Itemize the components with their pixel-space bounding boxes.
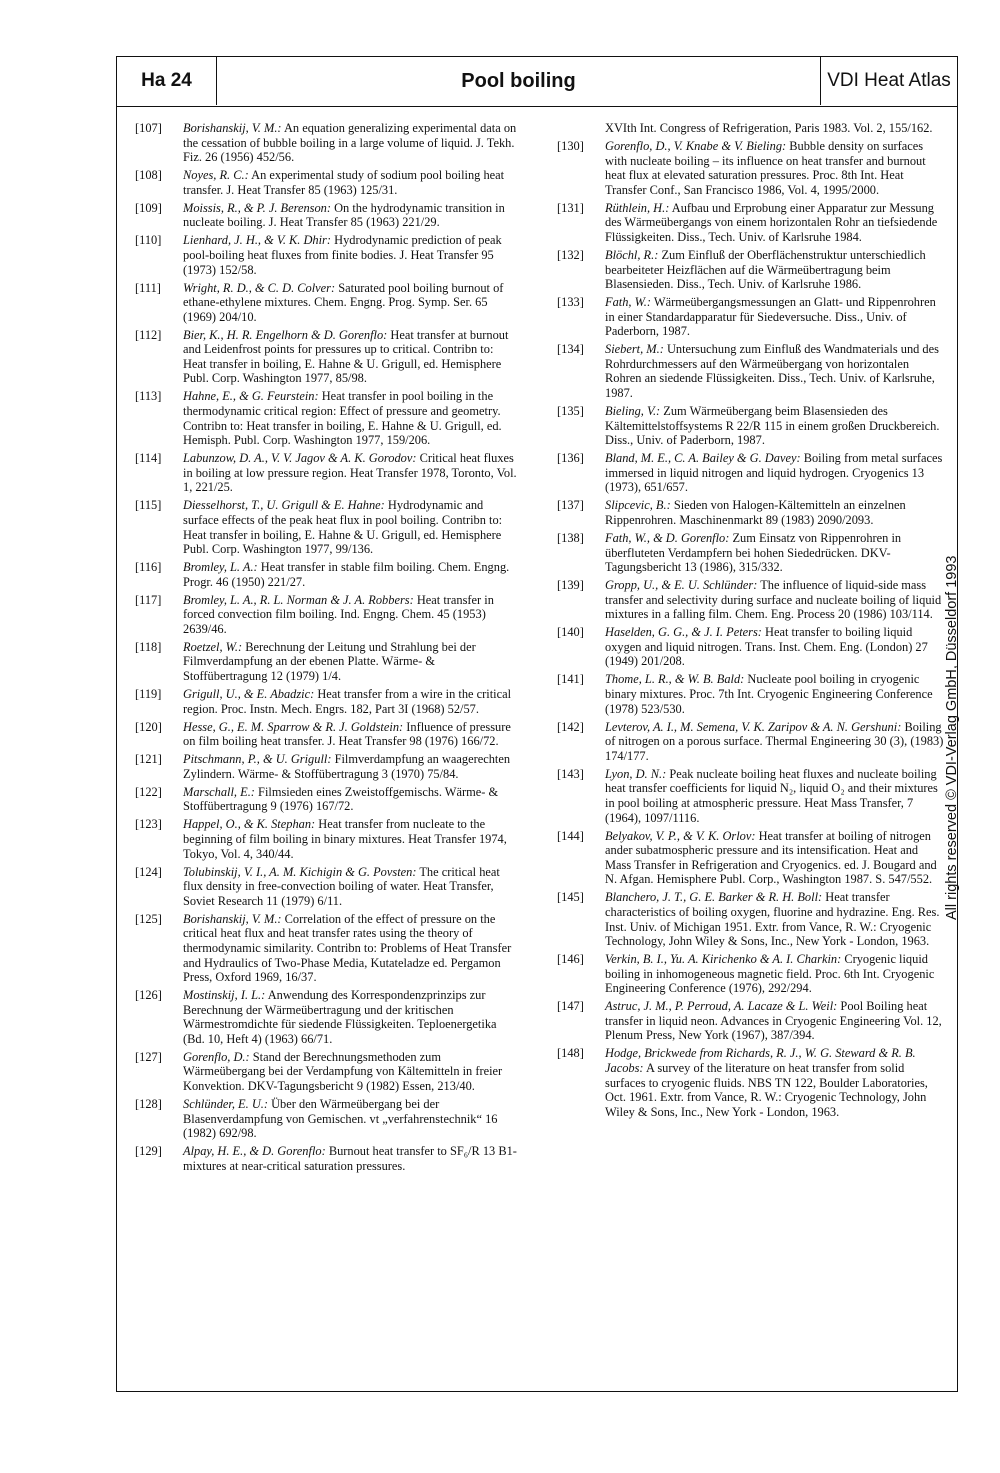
reference-number: [112] [135, 327, 162, 342]
reference-number: [117] [135, 592, 162, 607]
reference-item [557, 248, 945, 292]
reference-text: Heat transfer characteristics of boiling oxygen, fluorine and hydrazine. Eng. Res. Inst. Univ. of Michigan 1951. Extr. from Vance, R. W.: Cryogenic Technology, John Wiley & Sons, Inc., New York - London, 1963. [605, 890, 940, 949]
reference-text: Über den Wärmeübergang bei der Blasenverdampfung von Gemischen. vt „verfahrenstechnik“ 16 (1982) 692/98. [183, 1097, 498, 1141]
reference-text: Heat transfer from nucleate to the beginning of film boiling in binary mixtures. Heat Transfer 1974, Tokyo, Vol. 4, 340/44. [183, 817, 507, 861]
reference-authors: Roetzel, W.: [183, 639, 243, 654]
reference-item [135, 201, 517, 230]
reference-number: [147] [557, 999, 584, 1014]
reference-text: Boiling of nitrogen on a porous surface. Thermal Engineering 30 (3), (1983) 174/177. [605, 719, 944, 763]
reference-number: [126] [135, 988, 162, 1003]
reference-text: Wärmeübergangsmessungen an Glatt- und Rippenrohren in einer Standardapparatur für Siedeversuche. Diss., Univ. of Paderborn, 1987. [605, 295, 936, 339]
reference-number: [107] [135, 121, 162, 135]
reference-item [557, 952, 945, 996]
reference-item [135, 1050, 517, 1094]
reference-authors: Gorenflo, D.: [183, 1049, 250, 1064]
publication-name: VDI Heat Atlas [820, 57, 957, 105]
reference-authors: Alpay, H. E., & D. Gorenflo: [183, 1144, 326, 1159]
reference-item [135, 1097, 517, 1141]
reference-authors: Siebert, M.: [605, 342, 664, 357]
reference-number: [142] [557, 719, 584, 734]
reference-authors: Hesse, G., E. M. Sparrow & R. J. Goldstein: [183, 719, 404, 734]
reference-number: [137] [557, 498, 584, 513]
reference-text: Nucleate pool boiling in cryogenic binary mixtures. Proc. 7th Int. Cryogenic Engineering Conference (1978) 523/530. [605, 672, 933, 716]
reference-text: Heat transfer from a wire in the critical region. Proc. Instn. Mech. Engrs. 182, Part 3I (1968) 52/57. [183, 687, 512, 716]
reference-number: [119] [135, 687, 162, 702]
reference-authors: Lyon, D. N.: [605, 766, 667, 781]
reference-item [135, 233, 517, 277]
reference-item [135, 865, 517, 909]
reference-authors: Wright, R. D., & C. D. Colver: [183, 280, 336, 295]
reference-item [135, 593, 517, 637]
reference-item [557, 139, 945, 197]
reference-authors: Diesselhorst, T., U. Grigull & E. Hahne: [183, 498, 385, 513]
reference-authors: Tolubinskij, V. I., A. M. Kichigin & G. Povsten: [183, 864, 417, 879]
reference-authors: Borishanskij, V. M.: [183, 121, 282, 135]
reference-authors: Bier, K., H. R. Engelhorn & D. Gorenflo: [183, 327, 388, 342]
reference-number: [120] [135, 719, 162, 734]
reference-authors: Lienhard, J. H., & V. K. Dhir: [183, 233, 332, 248]
reference-authors: Levterov, A. I., M. Semena, V. K. Zaripov & A. N. Gershuni: [605, 719, 902, 734]
reference-number: [108] [135, 168, 162, 183]
reference-text: Filmsieden eines Zweistoffgemischs. Wärme- & Stoffübertragung 9 (1976) 167/72. [183, 784, 499, 814]
reference-authors: Pitschmann, P., & U. Grigull: [183, 752, 332, 767]
reference-text: Berechnung der Leitung und Strahlung bei der Filmverdampfung an der ebenen Platte. Wärme- & Stoffübertragung 12 (1979) 1/4. [183, 639, 476, 684]
reference-text: On the hydrodynamic transition in nucleate boiling. J. Heat Transfer 85 (1963) 221/29. [183, 200, 505, 230]
reference-item [135, 498, 517, 556]
reference-text: Boiling from metal surfaces immersed in liquid nitrogen and liquid hydrogen. Cryogenics 13 (1973), 651/657. [605, 451, 943, 495]
reference-item [557, 625, 945, 669]
reference-item [135, 785, 517, 814]
reference-text: Zum Einsatz von Rippenrohren in überfluteten Verdampfern bei hohen Siededrücken. DKV-Tagungsbericht 13 (1986), 315/332. [605, 530, 902, 575]
reference-item [557, 578, 945, 622]
reference-authors: Marschall, E.: [183, 784, 255, 799]
reference-number: [140] [557, 625, 584, 640]
reference-number: [138] [557, 530, 584, 545]
reference-item [135, 281, 517, 325]
reference-item [557, 498, 945, 527]
reference-text: Pool Boiling heat transfer in liquid neon. Advances in Cryogenic Engineering Vol. 12, Plenum Press, New York (1967), 387/394. [605, 999, 942, 1043]
reference-text: Heat transfer to boiling liquid oxygen and liquid nitrogen. Trans. Inst. Chem. Eng. (London) 27 (1949) 201/208. [605, 625, 928, 669]
reference-text: Peak nucleate boiling heat fluxes and nucleate boiling heat transfer coefficients for liquid N₂, liquid O₂ and their mixtures in pool boiling at atmospheric pressure. Heat Mass Transfer, 7 (1964), 1097/1116. [605, 766, 938, 825]
reference-item [557, 531, 945, 575]
reference-number: [134] [557, 342, 584, 357]
reference-authors: Gropp, U., & E. U. Schlünder: [605, 578, 758, 593]
reference-authors: Happel, O., & K. Stephan: [183, 817, 316, 832]
reference-authors: Belyakov, V. P., & V. K. Orlov: [605, 828, 756, 843]
reference-item [135, 389, 517, 447]
reference-number: [127] [135, 1049, 162, 1064]
reference-authors: Thome, L. R., & W. B. Bald: [605, 672, 745, 687]
reference-authors: Blöchl, R.: [605, 247, 659, 262]
reference-item [557, 1046, 945, 1119]
reference-number: [109] [135, 200, 162, 215]
reference-text: Heat transfer in forced convection film boiling. Ind. Engng. Chem. 45 (1953) 2639/46. [183, 592, 494, 636]
reference-number: [130] [557, 138, 584, 153]
reference-authors: Bieling, V.: [605, 404, 661, 419]
reference-text: An equation generalizing experimental data on the cessation of bubble boiling in a large volume of liquid. J. Tekh. Fiz. 26 (1956) 452/56. [183, 121, 517, 165]
reference-item [557, 720, 945, 764]
reference-number: [125] [135, 911, 162, 926]
page-title: Pool boiling [461, 69, 576, 92]
reference-authors: Gorenflo, D., V. Knabe & V. Bieling: [605, 138, 787, 153]
reference-authors: Hahne, E., & G. Feurstein: [183, 389, 319, 404]
reference-text: Anwendung des Korrespondenzprinzips zur Berechnung der Wärmeübertragung und der kritischen Wärmestromdichte für siedende Flüssigkeiten. Teploenergetika (Bd. 10, Heft 4) (1963) 66/71. [183, 988, 497, 1046]
reference-authors: Moissis, R., & P. J. Berenson: [183, 200, 331, 215]
reference-item [135, 328, 517, 386]
reference-number: [148] [557, 1046, 584, 1061]
reference-number: [133] [557, 295, 584, 310]
reference-authors: Rüthlein, H.: [605, 200, 670, 215]
reference-number: [118] [135, 639, 162, 654]
reference-authors: Hodge, Brickwede from Richards, R. J., W. G. Steward & R. B. Jacobs: [605, 1046, 916, 1076]
reference-item [135, 752, 517, 781]
reference-authors: Grigull, U., & E. Abadzic: [183, 687, 315, 702]
reference-item [135, 687, 517, 716]
reference-item [135, 168, 517, 197]
reference-authors: Verkin, B. I., Yu. A. Kirichenko & A. I. Charkin: [605, 952, 842, 967]
reference-number: [143] [557, 766, 584, 781]
references-left-column [135, 121, 517, 1177]
reference-text: The critical heat flux density in free-convection boiling of water. Heat Transfer, Soviet Research 11 (1979) 6/11. [183, 864, 500, 908]
reference-text: An experimental study of sodium pool boiling heat transfer. J. Heat Transfer 85 (1963) 125/31. [183, 168, 505, 197]
reference-text: Influence of pressure on film boiling heat transfer. J. Heat Transfer 98 (1976) 166/72. [183, 719, 511, 749]
reference-authors: Bland, M. E., C. A. Bailey & G. Davey: [605, 451, 801, 466]
copyright-notice: All rights reserved © VDI-Verlag GmbH, Düsseldorf 1993 [944, 555, 960, 920]
reference-item [135, 912, 517, 985]
reference-number: [141] [557, 672, 584, 687]
reference-text: Sieden von Halogen-Kältemitteln an einzelnen Rippenrohren. Maschinenmarkt 89 (1983) 2090/2093. [605, 498, 906, 527]
page-header [117, 57, 957, 107]
reference-text: Heat transfer at burnout and Leidenfrost points for pressures up to critical. Contribn to: Heat transfer in boiling, E. Hahne & U. Grigull, ed. Hemisphere Publ. Corp. Washington 1977, 85/98. [183, 327, 509, 386]
reference-authors: Astruc, J. M., P. Perroud, A. Lacaze & L. Weil: [605, 999, 838, 1014]
page-frame [116, 56, 958, 1392]
reference-number: [128] [135, 1097, 162, 1112]
references-right-column [557, 121, 945, 1123]
reference-continuation: XVIth Int. Congress of Refrigeration, Paris 1983. Vol. 2, 155/162. [605, 121, 933, 135]
reference-item [135, 560, 517, 589]
reference-number: [114] [135, 451, 162, 466]
reference-number: [132] [557, 247, 584, 262]
reference-number: [145] [557, 890, 584, 905]
reference-text: Aufbau und Erprobung einer Apparatur zur Messung des Wärmeübergangs von einem horizontalen Rohr an tiefsiedende Flüssigkeiten. Diss., Tech. Univ. of Karlsruhe 1984. [605, 200, 938, 244]
reference-text: Filmverdampfung an waagerechten Zylindern. Wärme- & Stoffübertragung 3 (1970) 75/84. [183, 752, 511, 781]
reference-item [557, 672, 945, 716]
reference-text: Saturated pool boiling burnout of ethane-ethylene mixtures. Chem. Engng. Prog. Symp. Ser. 65 (1969) 204/10. [183, 280, 504, 324]
reference-text: Correlation of the effect of pressure on the critical heat flux and heat transfer rates using the theory of thermodynamic similarity. Contribn to: Problems of Heat Transfer and Hydraulics of Two-Phase Media, Kutateladze ed. Pergamon Press, Oxford 1969, 16/37. [183, 911, 512, 985]
reference-item [135, 988, 517, 1046]
reference-item [135, 121, 517, 165]
reference-number: [111] [135, 280, 161, 295]
reference-authors: Noyes, R. C.: [183, 168, 249, 183]
section-label: Ha 24 [117, 57, 217, 105]
reference-authors: Slipcevic, B.: [605, 498, 671, 513]
reference-text: Untersuchung zum Einfluß des Wandmaterials und des Rohrdurchmessers auf den Wärmeübergang von horizontalen Rohren an siedende Flüssigkeiten. Diss., Tech. Univ. of Karlsruhe, 1987. [605, 342, 939, 401]
reference-number: [124] [135, 864, 162, 879]
reference-item [557, 342, 945, 400]
reference-text: A survey of the literature on heat transfer from solid surfaces to cryogenic fluids. NBS TN 122, Boulder Laboratories, Oct. 1961. Extr. from Vance, R. W.: Cryogenic Technology, John Wiley & Sons, Inc., New York - London, 1963. [605, 1061, 928, 1119]
reference-text: Cryogenic liquid boiling in inhomogeneous magnetic field. Proc. 6th Int. Cryogenic Engineering Conference (1976), 292/294. [605, 952, 935, 996]
reference-authors: Fath, W.: [605, 295, 652, 310]
reference-number: [123] [135, 817, 162, 832]
reference-number: [131] [557, 200, 584, 215]
reference-number: [146] [557, 952, 584, 967]
reference-item [135, 1144, 517, 1173]
reference-text: Heat transfer at boiling of nitrogen ander subatmospheric pressure and its intensification. Heat and Mass Transfer in Refrigeration and Cryogenics. ed. J. Bougard and N. Afgan. Hemisphere Publ. Corp., Washington 1987. S. 547/552. [605, 828, 937, 887]
reference-item [557, 404, 945, 448]
reference-item [135, 640, 517, 684]
reference-number: [116] [135, 560, 162, 575]
reference-text: Burnout heat transfer to SF₆/R 13 B1-mixtures at near-critical saturation pressures. [183, 1144, 517, 1173]
reference-authors: Schlünder, E. U.: [183, 1097, 268, 1112]
reference-text: Stand der Berechnungsmethoden zum Wärmeübergang bei der Verdampfung von Kältemitteln in freier Konvektion. DKV-Tagungsbericht 9 (1982) Essen, 213/40. [183, 1049, 503, 1094]
reference-text: Bubble density on surfaces with nucleate boiling – its influence on heat transfer and burnout heat flux at elevated saturation pressures. Proc. 8th Int. Heat Transfer Conf., San Francisco 1986, Vol. 4, 1995/2000. [605, 138, 926, 197]
reference-number: [115] [135, 498, 162, 513]
reference-number: [121] [135, 752, 162, 767]
reference-authors: Bromley, L. A., R. L. Norman & J. A. Robbers: [183, 592, 414, 607]
reference-text: Hydrodynamic prediction of peak pool-boiling heat fluxes from finite bodies. J. Heat Transfer 95 (1973) 152/58. [183, 233, 502, 277]
reference-number: [136] [557, 451, 584, 466]
reference-text: Hydrodynamic and surface effects of the peak heat flux in pool boiling. Contribn to: Heat transfer in boiling, E. Hahne & U. Grigull, ed. Hemisphere Publ. Corp. Washington 1977, 99/136. [183, 498, 503, 557]
reference-authors: Bromley, L. A.: [183, 560, 258, 575]
reference-item [557, 767, 945, 825]
reference-authors: Labunzow, D. A., V. V. Jagov & A. K. Gorodov: [183, 451, 417, 466]
reference-item [135, 817, 517, 861]
reference-text: Zum Einfluß der Oberflächenstruktur unterschiedlich bearbeiteter Heizflächen auf die Wärmeübertragung beim Blasensieden. Diss., Tech. Univ. of Karlsruhe 1986. [605, 247, 926, 292]
reference-text: The influence of liquid-side mass transfer and selectivity during surface and nucleate boiling of liquid mixtures in a falling film. Chem. Eng. Process 20 (1986) 103/114. [605, 578, 942, 622]
reference-authors: Mostinskij, I. L.: [183, 988, 266, 1003]
reference-number: [122] [135, 784, 162, 799]
reference-number: [110] [135, 233, 162, 248]
reference-text: Zum Wärmeübergang beim Blasensieden des Kältemittelstoffsystems R 22/R 115 in einem großen Druckbereich. Diss., Univ. of Paderborn, 1987. [605, 404, 940, 448]
reference-authors: Haselden, G. G., & J. I. Peters: [605, 625, 762, 640]
reference-number: [113] [135, 389, 162, 404]
reference-item [135, 720, 517, 749]
reference-item [557, 890, 945, 948]
reference-authors: Borishanskij, V. M.: [183, 911, 282, 926]
reference-item [557, 999, 945, 1043]
reference-item [557, 295, 945, 339]
reference-authors: Blanchero, J. T., G. E. Barker & R. H. Boll: [605, 890, 823, 905]
reference-text: Critical heat fluxes in boiling at low pressure region. Heat Transfer 1978, Toronto, Vol. 1, 221/25. [183, 451, 517, 495]
reference-text: Heat transfer in pool boiling in the thermodynamic critical region: Effect of pressure and geometry. Contribn to: Heat transfer in boiling, E. Hahne & U. Grigull, ed. Hemisph. Publ. Corp. Washington 1977, 159/206. [183, 389, 502, 448]
reference-number: [144] [557, 828, 584, 843]
reference-item [135, 451, 517, 495]
reference-number: [139] [557, 578, 584, 593]
reference-authors: Fath, W., & D. Gorenflo: [605, 530, 730, 545]
reference-number: [129] [135, 1144, 162, 1159]
reference-item [557, 451, 945, 495]
reference-item [557, 201, 945, 245]
reference-item [557, 829, 945, 887]
reference-text: Heat transfer in stable film boiling. Chem. Engng. Progr. 46 (1950) 221/27. [183, 560, 510, 589]
reference-number: [135] [557, 404, 584, 419]
